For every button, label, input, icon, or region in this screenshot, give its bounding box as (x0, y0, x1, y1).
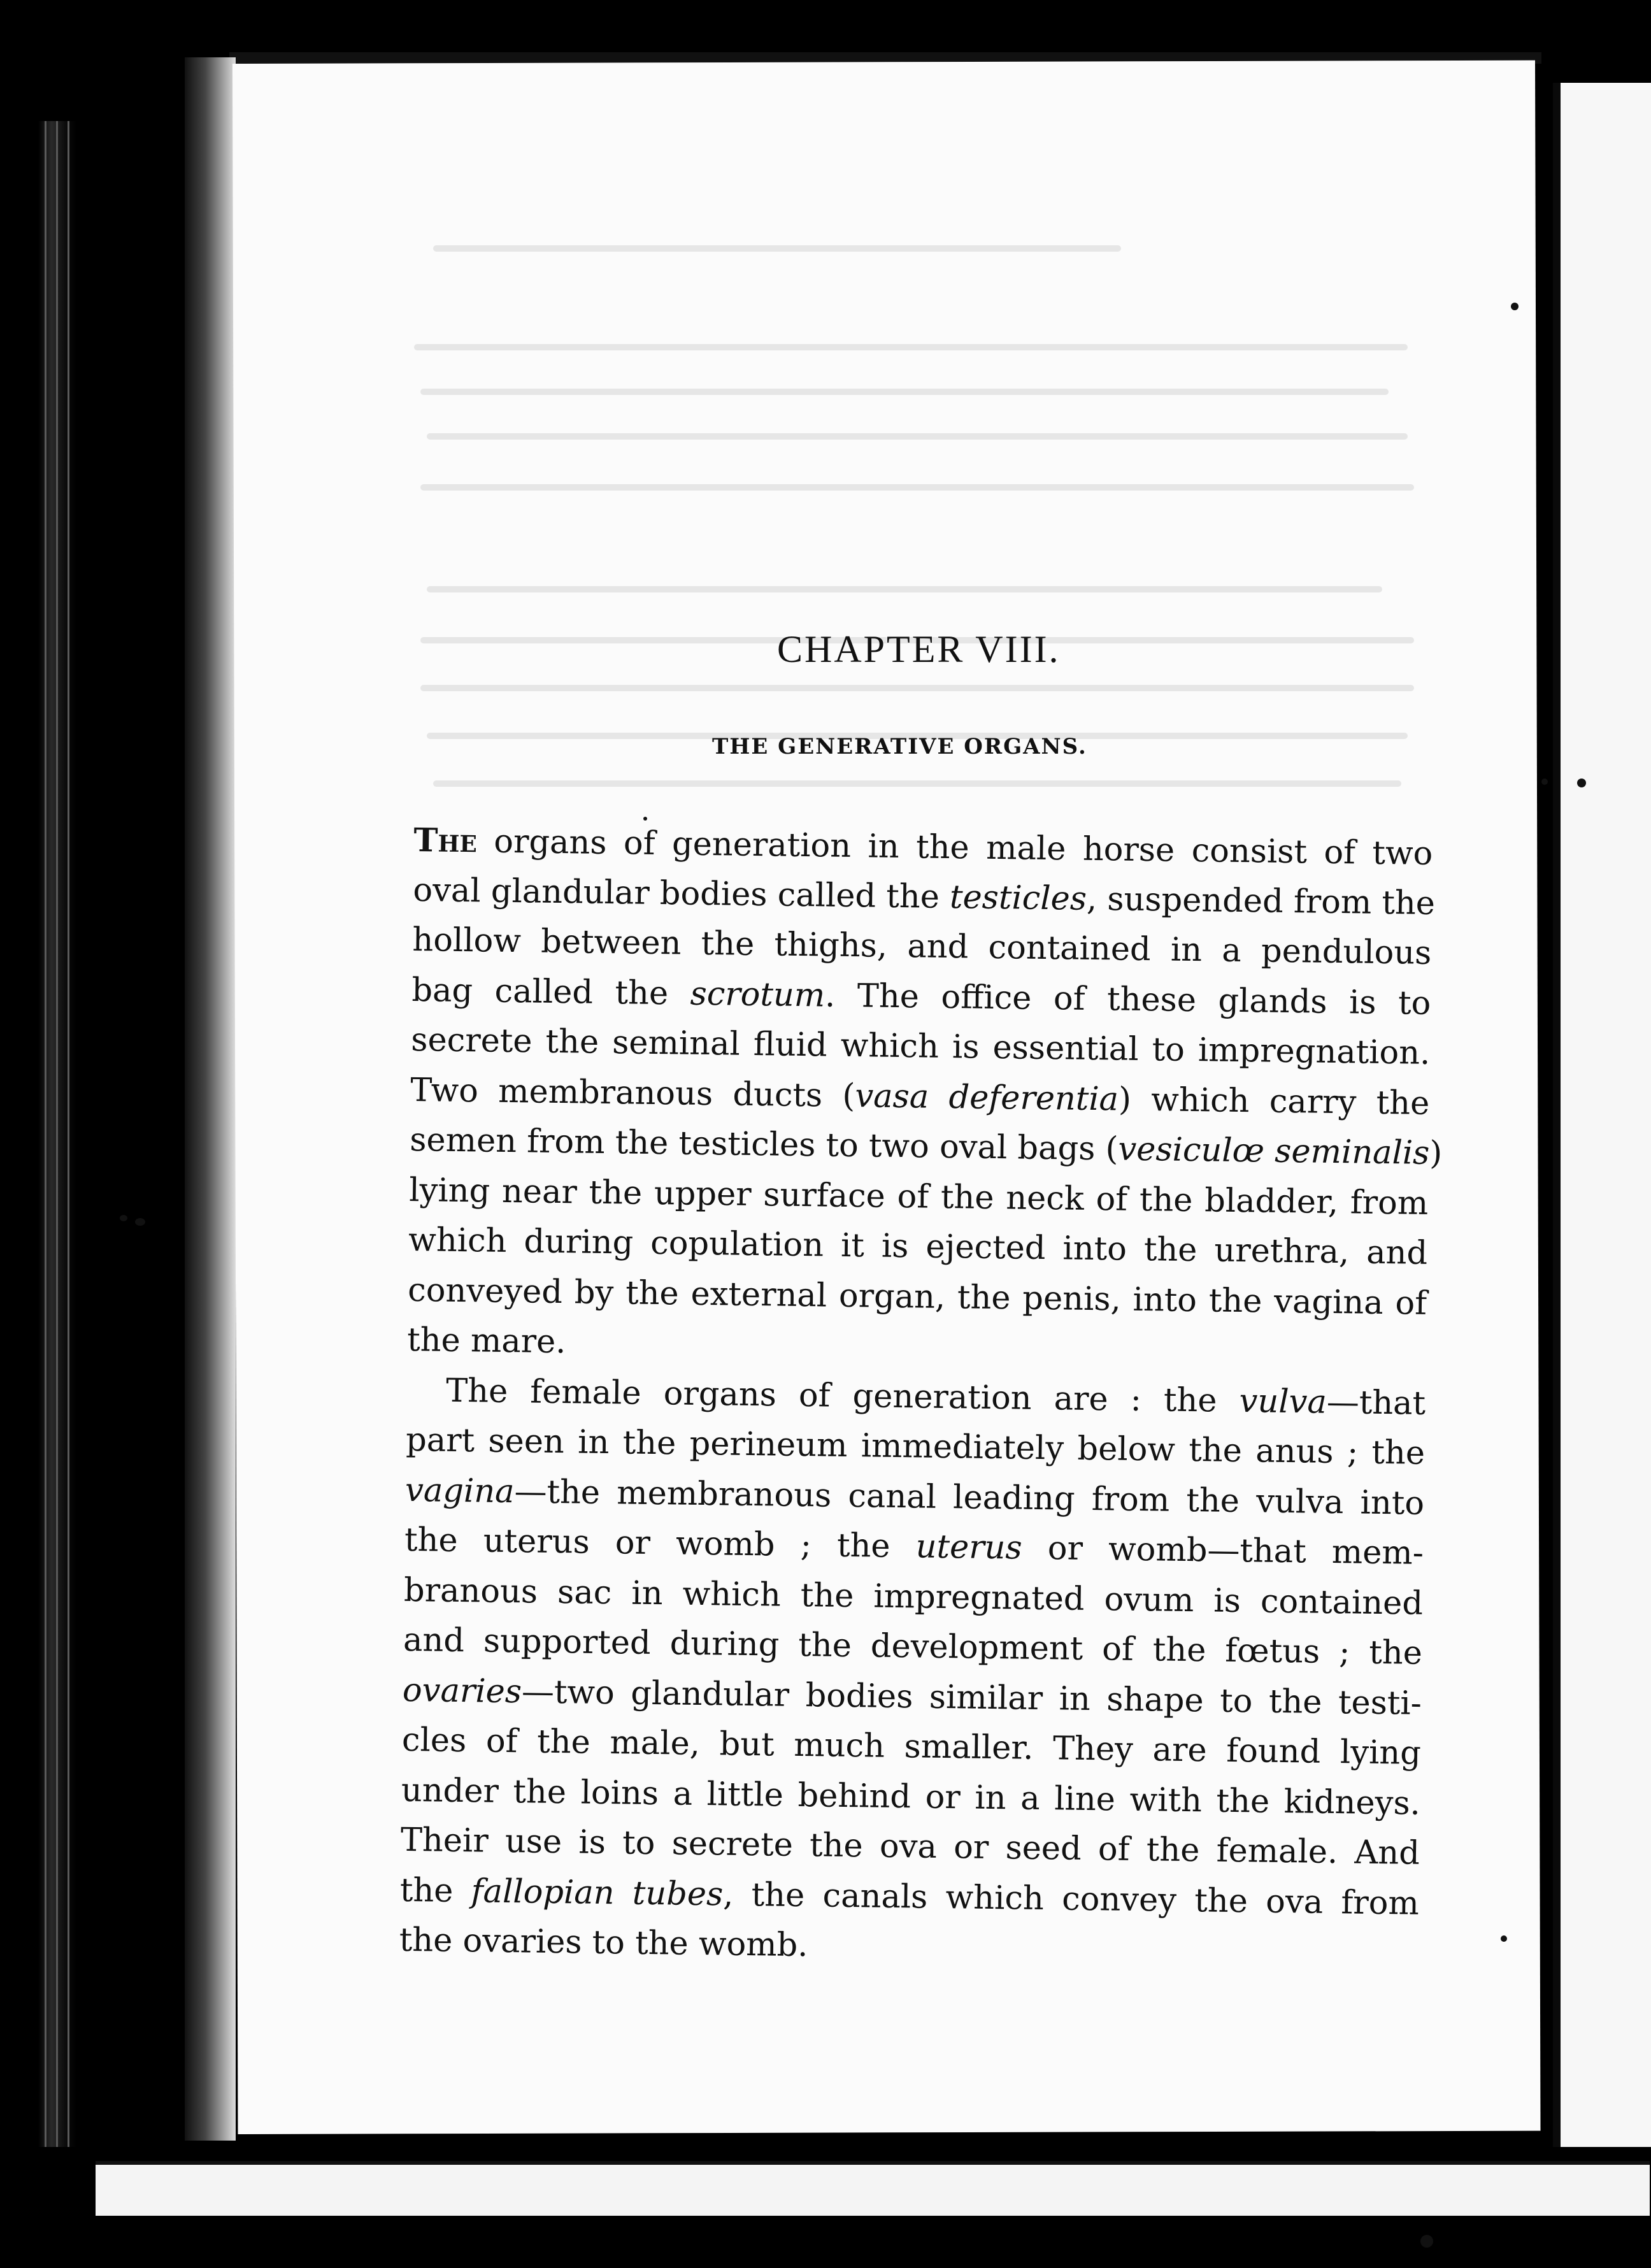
chapter-subtitle: THE GENERATIVE ORGANS. (712, 734, 1087, 759)
scan-speck (135, 1218, 145, 1226)
chapter-heading: CHAPTER VIII. (777, 628, 1061, 670)
text-line: vagina—the membranous canal leading from the vulva into (404, 1471, 1425, 1523)
text-line: the mare. (406, 1321, 566, 1361)
text-line: Two membranous ducts (vasa deferentia) which carry the (410, 1071, 1430, 1123)
scan-speck (1577, 779, 1586, 787)
text-line: the uterus or womb ; the uterus or womb—that mem- (404, 1521, 1424, 1572)
text-line: hollow between the thighs, and contained in a pendulous (412, 921, 1432, 972)
body-text (399, 815, 1443, 1979)
text-line: lying near the upper surface of the neck of the bladder, from (408, 1171, 1429, 1223)
adjacent-page-edge (1553, 83, 1651, 2147)
text-line: part seen in the perineum immediately below the anus ; the (405, 1421, 1426, 1472)
text-line: secrete the seminal fluid which is essential to impregnation. (410, 1021, 1431, 1072)
text-line: cles of the male, but much smaller. They are found lying (401, 1721, 1422, 1772)
text-line: ovaries—two glandular bodies similar in shape to the testi- (402, 1671, 1422, 1723)
paragraph-1 (406, 815, 1443, 1379)
text-line: branous sac in which the impregnated ovum is contained (403, 1571, 1424, 1623)
text-line: semen from the testicles to two oval bags (vesiculœ seminalis) (409, 1121, 1443, 1173)
page-gutter-shadow (185, 57, 236, 2141)
drop-lead-word: The (413, 821, 478, 861)
text-line: The organs of generation in the male horse consist of two (413, 821, 1433, 873)
page-bottom-edge (96, 2161, 1650, 2216)
text-line: under the loins a little behind or in a line with the kidneys. (401, 1771, 1421, 1823)
scan-speck (1511, 303, 1519, 310)
book-binding-edge (38, 121, 76, 2147)
scan-speck (120, 1215, 127, 1221)
text-line: The female organs of generation are : the vulva—that (445, 1372, 1426, 1423)
text-line: oval glandular bodies called the testicles, suspended from the (413, 871, 1436, 922)
text-line: which during copulation it is ejected into the urethra, and (408, 1221, 1428, 1272)
paragraph-2 (399, 1365, 1426, 1979)
text-line: Their use is to secrete the ova or seed of the female. And (400, 1821, 1420, 1872)
scan-speck (1501, 1935, 1507, 1942)
text-line: bag called the scrotum. The office of these glands is to (411, 971, 1431, 1023)
text-line: conveyed by the external organ, the penis, into the vagina of (407, 1271, 1427, 1323)
text-line: and supported during the development of the fœtus ; the (403, 1621, 1423, 1672)
scan-speck (1420, 2235, 1433, 2248)
scan-speck (1541, 779, 1548, 785)
text-line: the fallopian tubes, the canals which convey the ova from (399, 1871, 1420, 1923)
scan-speck (643, 817, 647, 821)
text-line: the ovaries to the womb. (399, 1921, 808, 1965)
